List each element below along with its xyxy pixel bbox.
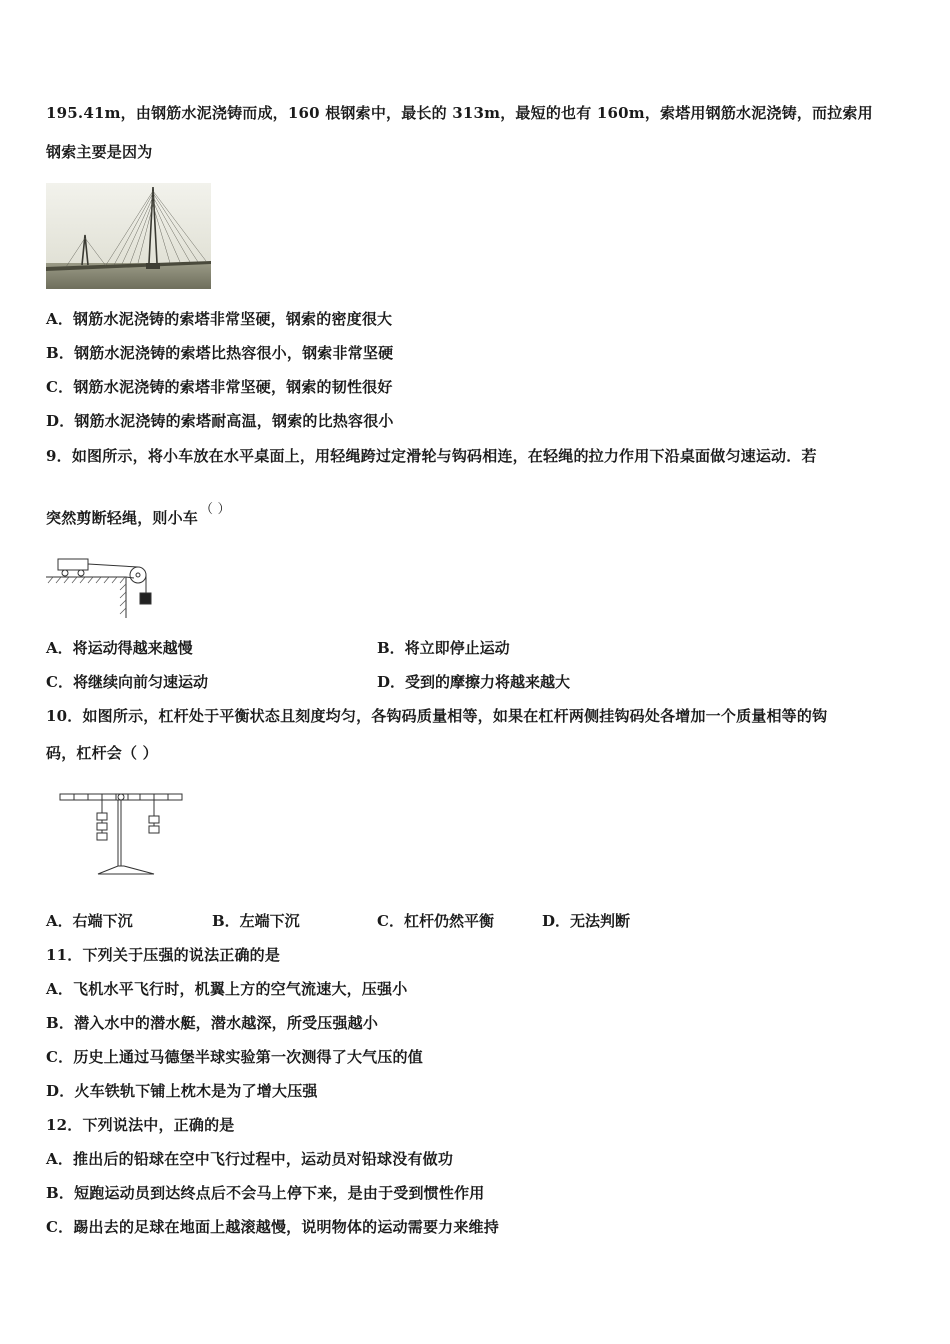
- q10-option-c: C．杠杆仍然平衡: [377, 912, 494, 930]
- q8-option-b: B．钢筋水泥浇铸的索塔比热容很小，钢索非常坚硬: [46, 344, 394, 362]
- q11-option-a: A．飞机水平飞行时，机翼上方的空气流速大，压强小: [46, 980, 408, 998]
- q10-option-b: B．左端下沉: [212, 912, 300, 930]
- q10-stem-line2: 码，杠杆会（ ）: [46, 744, 158, 762]
- q10-option-d: D．无法判断: [542, 912, 631, 930]
- q12-option-b: B．短跑运动员到达终点后不会马上停下来，是由于受到惯性作用: [46, 1184, 485, 1202]
- q9-option-c: C．将继续向前匀速运动: [46, 673, 208, 691]
- q10-option-a: A．右端下沉: [46, 912, 133, 930]
- lever-diagram: [58, 786, 184, 880]
- q9-option-d: D．受到的摩擦力将越来越大: [377, 673, 571, 691]
- q9-stem-line2: [46, 502, 231, 528]
- q9-answer-paren: （ ）: [200, 502, 231, 517]
- q8-option-c: C．钢筋水泥浇铸的索塔非常坚硬，钢索的韧性很好: [46, 378, 393, 396]
- q12-option-a: A．推出后的铅球在空中飞行过程中，运动员对铅球没有做功: [46, 1150, 454, 1168]
- q9-stem-line1: 9．如图所示，将小车放在水平桌面上，用轻绳跨过定滑轮与钩码相连，在轻绳的拉力作用下沿桌面做匀速运动．若: [46, 447, 817, 465]
- bridge-photo: [46, 183, 211, 289]
- cart-pulley-diagram: [46, 556, 158, 618]
- q8-stem-line1: 195.41m，由钢筋水泥浇铸而成，160 根钢索中，最长的 313m，最短的也有 160m，索塔用钢筋水泥浇铸，而拉索用: [46, 104, 873, 122]
- q9-stem-text: 突然剪断轻绳，则小车: [46, 509, 199, 527]
- q12-option-c: C．踢出去的足球在地面上越滚越慢，说明物体的运动需要力来维持: [46, 1218, 499, 1236]
- q8-option-d: D．钢筋水泥浇铸的索塔耐高温，钢索的比热容很小: [46, 412, 394, 430]
- q11-option-b: B．潜入水中的潜水艇，潜水越深，所受压强越小: [46, 1014, 379, 1032]
- q8-stem-line2: 钢索主要是因为: [46, 143, 153, 161]
- q11-option-d: D．火车铁轨下铺上枕木是为了增大压强: [46, 1082, 318, 1100]
- q10-stem-line1: 10．如图所示，杠杆处于平衡状态且刻度均匀，各钩码质量相等，如果在杠杆两侧挂钩码处各增加一个质量相等的钩: [46, 707, 828, 725]
- q12-stem: 12．下列说法中，正确的是: [46, 1116, 235, 1134]
- q11-stem: 11．下列关于压强的说法正确的是: [46, 946, 281, 964]
- q9-option-a: A．将运动得越来越慢: [46, 639, 193, 657]
- q11-option-c: C．历史上通过马德堡半球实验第一次测得了大气压的值: [46, 1048, 423, 1066]
- q8-option-a: A．钢筋水泥浇铸的索塔非常坚硬，钢索的密度很大: [46, 310, 393, 328]
- q9-option-b: B．将立即停止运动: [377, 639, 510, 657]
